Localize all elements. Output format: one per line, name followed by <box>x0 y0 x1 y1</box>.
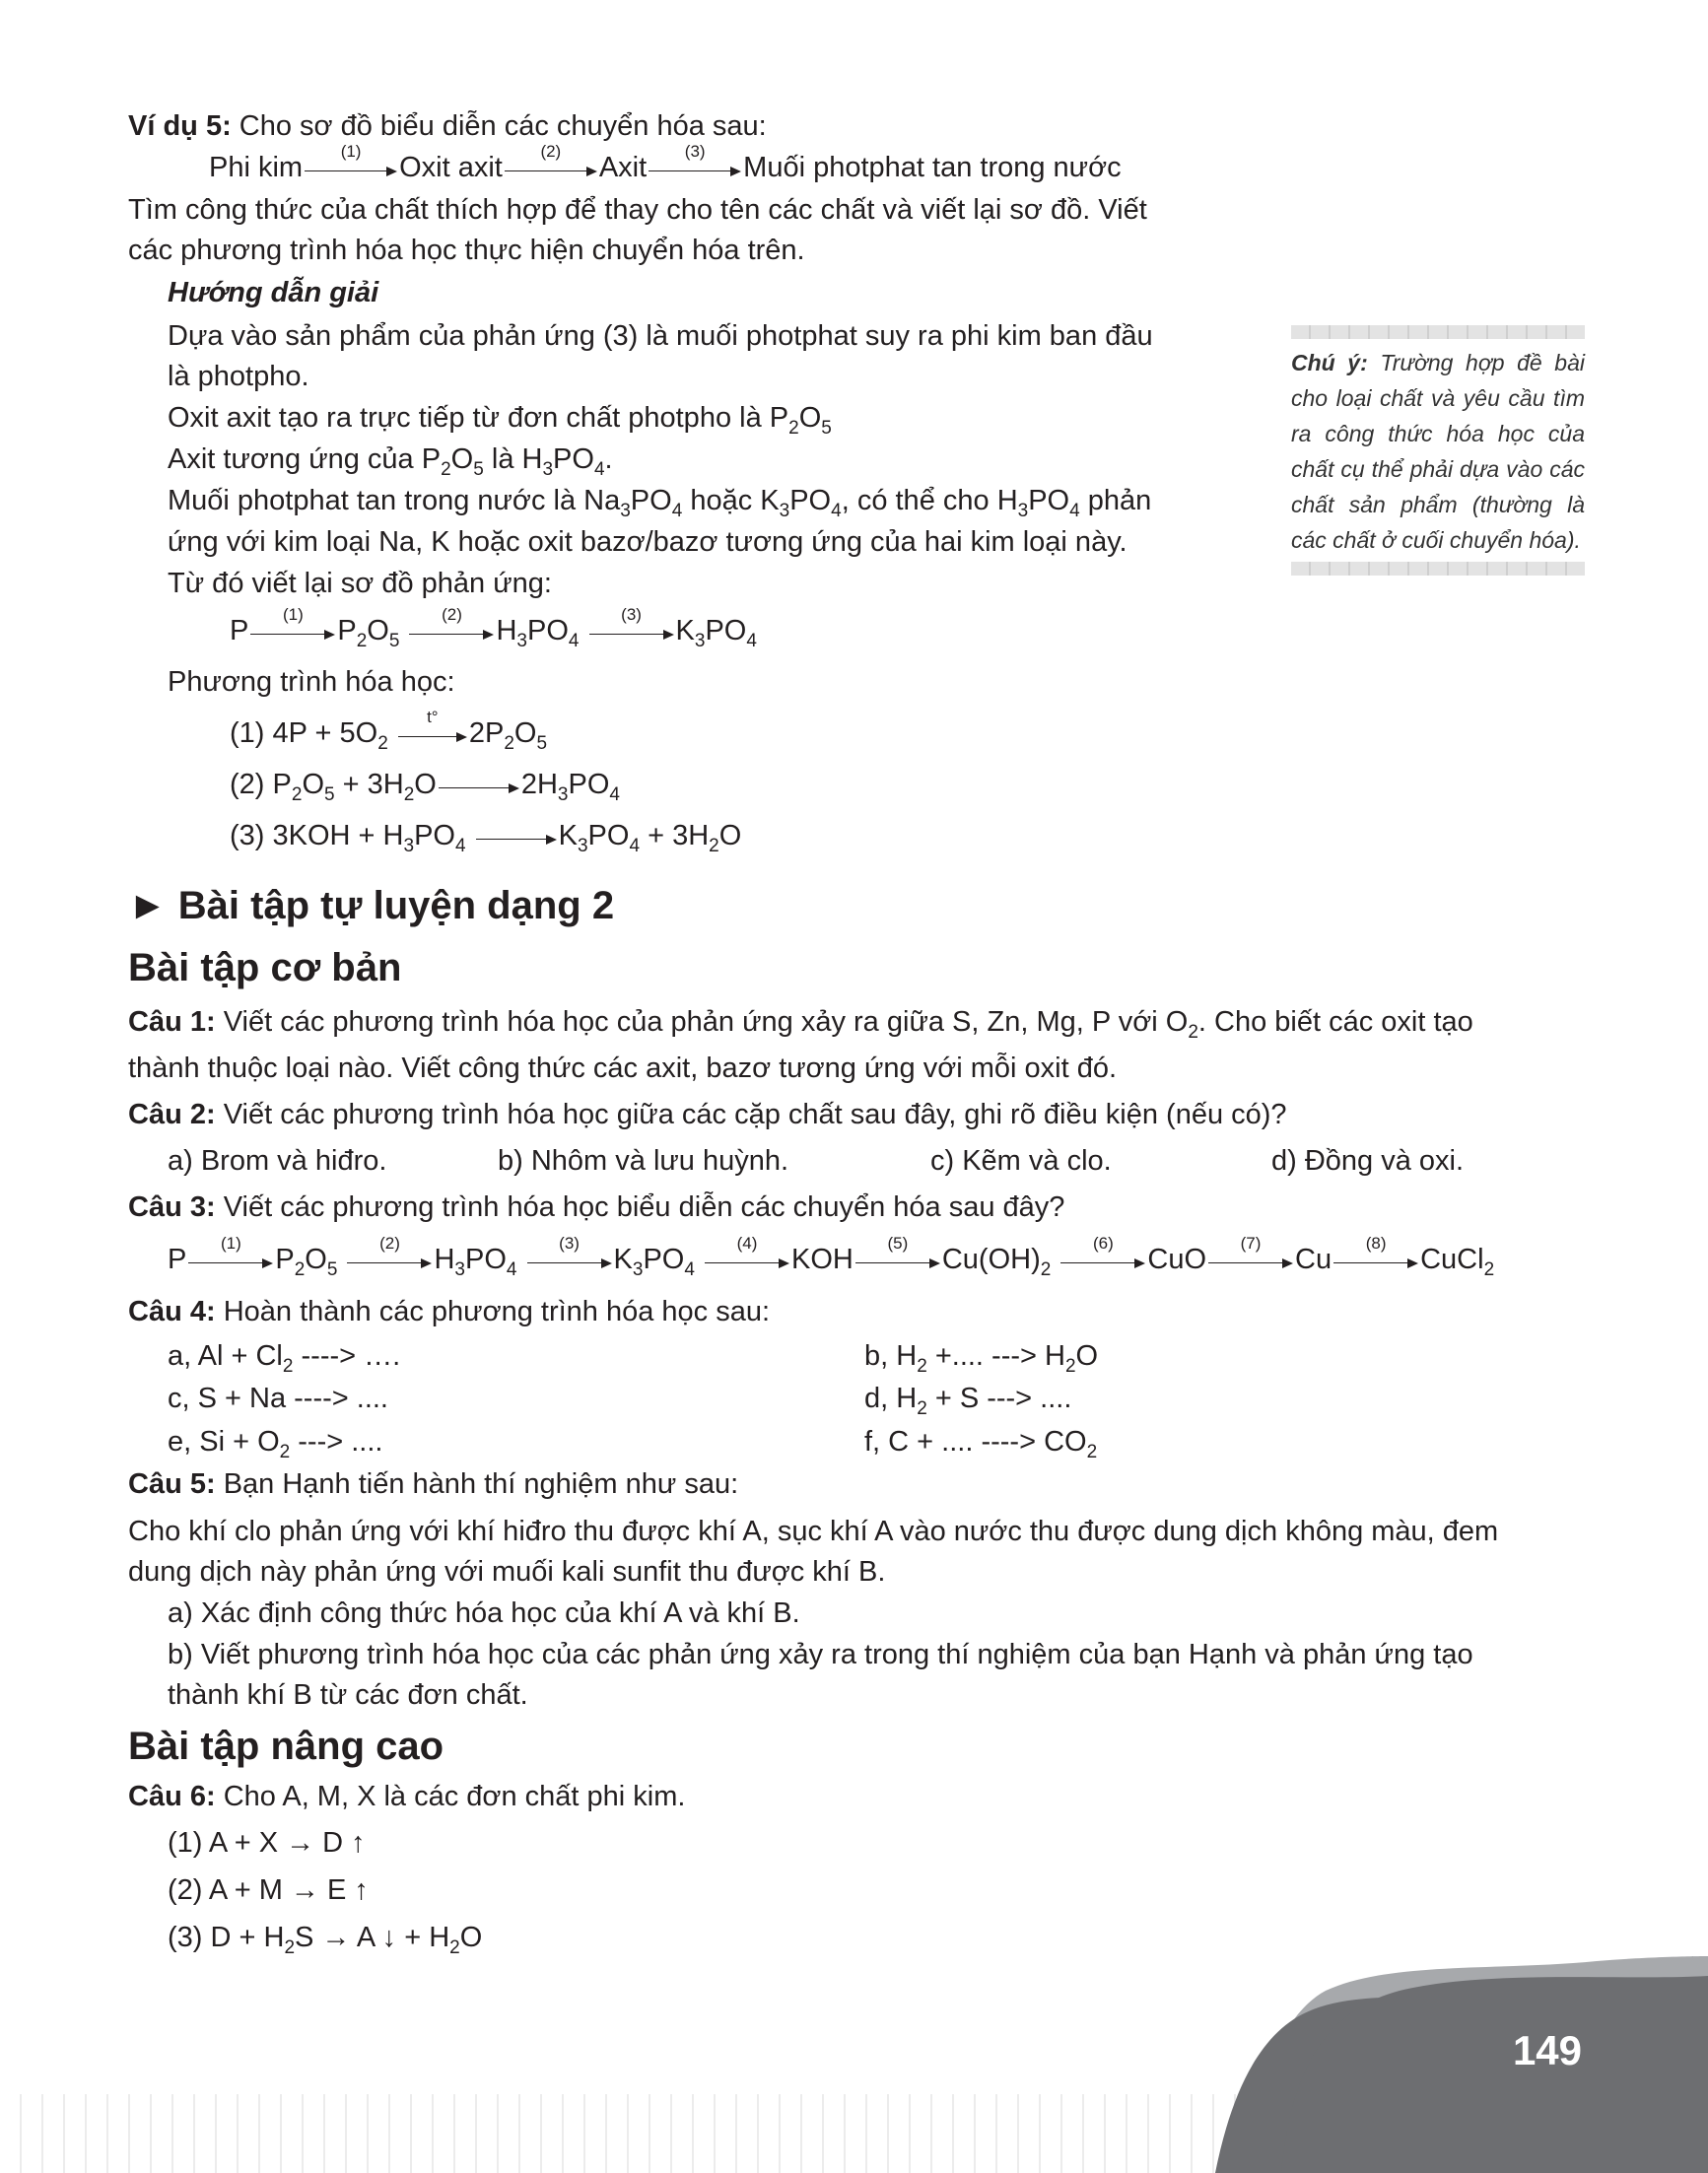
pt-heading: Phương trình hóa học: <box>168 666 455 698</box>
note-text: Chú ý: Trường hợp đề bài cho loại chất và yêu cầu tìm ra công thức hóa học của chất cụ thể phải dựa vào các chất sản phẩm (thường là các chất ở cuối chuyển hóa). <box>1291 350 1585 553</box>
page-number: 149 <box>1512 2027 1583 2073</box>
reaction-arrow: (4) <box>705 1245 789 1268</box>
solution-p4-line2: ứng với kim loại Na, K hoặc oxit bazơ/bazơ tương ứng của hai kim loại này. <box>168 526 1127 558</box>
reaction-arrow: (2) <box>409 616 494 640</box>
question-5: Câu 5: Bạn Hạnh tiến hành thí nghiệm như sau: <box>128 1468 739 1500</box>
reaction-arrow: t° <box>398 718 467 742</box>
question-3: Câu 3: Viết các phương trình hóa học biểu diễn các chuyển hóa sau đây? <box>128 1191 1065 1223</box>
solution-p1-line2: là photpho. <box>168 361 309 392</box>
question-3-chain: P (1) $P_2O_5$ (2) $H_3PO_4$ (3) $K_3PO_4$ (4) KOH (5) $Cu(OH)_2$ (6) CuO (7) Cu (8) CuCl$_2$ <box>168 1234 1495 1280</box>
advanced-exercises-heading: Bài tập nâng cao <box>128 1725 444 1768</box>
reaction-arrow: (3) <box>589 616 674 640</box>
example5-chain: Phi kim (1) Oxit axit (2) Axit (3) Muối photphat tan trong nước <box>209 142 1122 183</box>
question-4-f: f, C + .... ----> $CO_2$ <box>864 1426 1098 1462</box>
reaction-arrow: (6) <box>1060 1245 1145 1268</box>
solution-p2: Oxit axit tạo ra trực tiếp từ đơn chất photpho là $P_2O_5$ <box>168 402 832 439</box>
example-label: Ví dụ 5: <box>128 110 232 142</box>
question-4-b: b, $H_2$ +.... ---> $H_2O$ <box>864 1340 1099 1377</box>
solution-p1-line1: Dựa vào sản phẩm của phản ứng (3) là muối photphat suy ra phi kim ban đầu <box>168 320 1153 352</box>
question-5-a: a) Xác định công thức hóa học của khí A và khí B. <box>168 1597 800 1629</box>
reaction-arrow: (3) <box>527 1245 612 1268</box>
reaction-arrow: (3) <box>649 153 741 176</box>
question-5-b-line2: thành khí B từ các đơn chất. <box>168 1679 528 1711</box>
reaction-arrow: (1) <box>250 616 335 640</box>
question-4-e: e, $Si + O_2$ ---> .... <box>168 1426 383 1462</box>
example5-intro: Ví dụ 5: Cho sơ đồ biểu diễn các chuyển hóa sau: <box>128 110 767 142</box>
question-2-c: c) Kẽm và clo. <box>930 1145 1112 1177</box>
reaction-arrow: (5) <box>855 1245 940 1268</box>
reaction-arrow: (2) <box>505 153 597 176</box>
solution-p5: Từ đó viết lại sơ đồ phản ứng: <box>168 568 552 599</box>
question-4-d: d, $H_2 + S$ ---> .... <box>864 1383 1072 1419</box>
reaction-arrow: (2) <box>347 1245 432 1268</box>
question-4: Câu 4: Hoàn thành các phương trình hóa học sau: <box>128 1296 771 1327</box>
example5-task-line2: các phương trình hóa học thực hiện chuyển hóa trên. <box>128 235 805 266</box>
question-4-c: c, S + Na ----> .... <box>168 1383 388 1414</box>
question-2: Câu 2: Viết các phương trình hóa học giữa các cặp chất sau đây, ghi rõ điều kiện (nếu có)? <box>128 1099 1287 1130</box>
question-2-b: b) Nhôm và lưu huỳnh. <box>498 1145 789 1177</box>
question-5-b-line1: b) Viết phương trình hóa học của các phản ứng xảy ra trong thí nghiệm của bạn Hạnh và phản ứng tạo <box>168 1639 1473 1670</box>
equation-2: (2) $P_2O_5 + 3H_2O$ $2H_3PO_4$ <box>230 769 620 805</box>
equation-1: (1) $4P + 5O_2$ t° $2P_2O_5$ <box>230 708 548 754</box>
reaction-arrow: (7) <box>1208 1245 1293 1268</box>
question-4-a: a, $Al + Cl_2$ ----> …. <box>168 1340 401 1377</box>
question-6-r1: (1) A + X → D ↑ <box>168 1827 366 1859</box>
solution-chain: P (1) $P_2O_5$ (2) $H_3PO_4$ (3) $K_3PO_4$ <box>230 605 757 651</box>
question-6: Câu 6: Cho A, M, X là các đơn chất phi kim. <box>128 1781 686 1812</box>
question-2-a: a) Brom và hiđro. <box>168 1145 387 1177</box>
question-5-line1: Cho khí clo phản ứng với khí hiđro thu được khí A, sục khí A vào nước thu được dung dịch không màu, đem <box>128 1516 1499 1547</box>
reaction-arrow: (8) <box>1333 1245 1418 1268</box>
reaction-arrow: (1) <box>305 153 397 176</box>
section-title: ► Bài tập tự luyện dạng 2 <box>128 884 615 927</box>
question-5-line2: dung dịch này phản ứng với muối kali sunfit thu được khí B. <box>128 1556 886 1588</box>
equation-3: (3) $3KOH + H_3PO_4$ $K_3PO_4 + 3H_2O$ <box>230 820 742 856</box>
example5-task-line1: Tìm công thức của chất thích hợp để thay cho tên các chất và viết lại sơ đồ. Viết <box>128 194 1147 226</box>
question-1-line1: Câu 1: Viết các phương trình hóa học của phản ứng xảy ra giữa S, Zn, Mg, P với $O_2$. Cho biết các oxit tạo <box>128 1006 1473 1043</box>
basic-exercises-heading: Bài tập cơ bản <box>128 946 402 989</box>
solution-p3: Axit tương ứng của $P_2O_5$ là $H_3PO_4$. <box>168 443 613 480</box>
solution-heading: Hướng dẫn giải <box>168 277 379 308</box>
question-1-line2: thành thuộc loại nào. Viết công thức các axit, bazơ tương ứng với mỗi oxit đó. <box>128 1053 1118 1084</box>
question-6-r3: (3) $D + H_2S \to A$ ↓ + $H_2O$ <box>168 1922 483 1958</box>
solution-p4-line1: Muối photphat tan trong nước là $Na_3PO_4$ hoặc $K_3PO_4$, có thể cho $H_3PO_4$ phản <box>168 485 1152 521</box>
reaction-arrow: (1) <box>188 1245 273 1268</box>
question-2-d: d) Đồng và oxi. <box>1271 1145 1465 1177</box>
question-6-r2: (2) A + M → E ↑ <box>168 1874 369 1906</box>
